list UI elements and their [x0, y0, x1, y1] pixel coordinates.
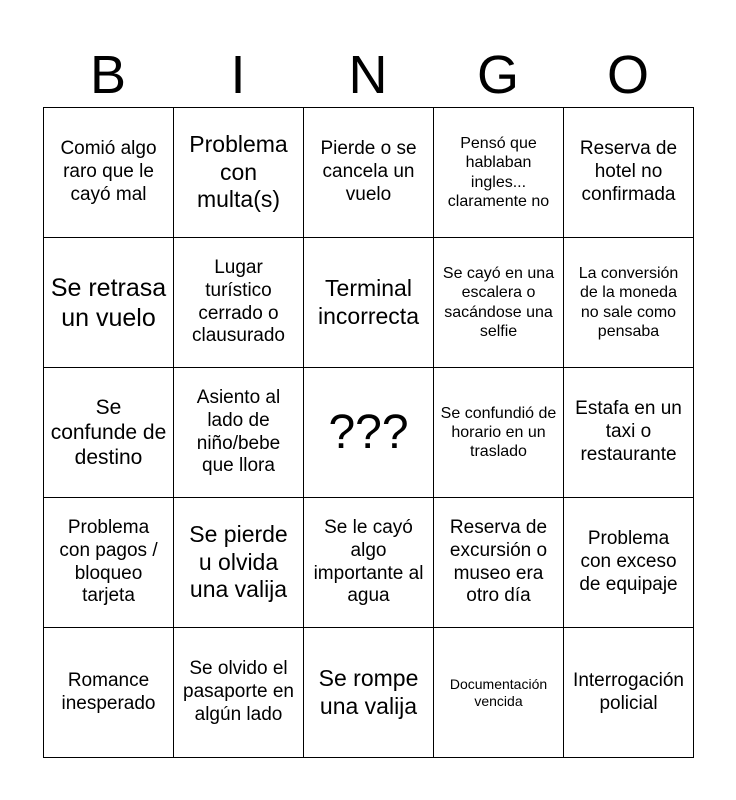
cell-text: Pensó que hablaban ingles... claramente no [447, 135, 550, 210]
bingo-cell[interactable] [564, 498, 694, 628]
bingo-cell[interactable] [304, 628, 434, 758]
cell-text: Se rompe una valija [318, 664, 419, 719]
bingo-cell[interactable] [304, 238, 434, 368]
bingo-cell[interactable] [174, 498, 304, 628]
cell-text: Reserva de hotel no confirmada [579, 138, 678, 205]
bingo-cell[interactable] [564, 368, 694, 498]
cell-text: Se cayó en una escalera o sacándose una selfie [442, 265, 555, 340]
bingo-cell[interactable] [564, 628, 694, 758]
bingo-cell[interactable] [174, 628, 304, 758]
cell-text: Interrogación policial [573, 669, 684, 714]
bingo-cell[interactable] [564, 108, 694, 238]
cell-text: Romance inesperado [61, 669, 156, 714]
cell-text: Comió algo raro que le cayó mal [60, 138, 157, 205]
cell-text: Estafa en un taxi o restaurante [575, 398, 682, 465]
bingo-cell[interactable] [44, 108, 174, 238]
bingo-cell[interactable] [174, 108, 304, 238]
bingo-cell[interactable] [564, 238, 694, 368]
cell-text: Pierde o se cancela un vuelo [320, 138, 417, 205]
header-letter-b: B [89, 45, 127, 105]
cell-text: Terminal incorrecta [318, 274, 419, 329]
bingo-header [43, 42, 693, 108]
cell-text: Reserva de excursión o museo era otro día [449, 516, 548, 607]
bingo-cell[interactable] [434, 628, 564, 758]
free-space-text: ??? [328, 405, 409, 459]
bingo-grid [43, 107, 694, 758]
cell-text: Se pierde u olvida una valija [189, 521, 288, 603]
cell-text: Lugar turístico cerrado o clausurado [192, 256, 285, 347]
bingo-cell[interactable] [434, 108, 564, 238]
cell-text: Se retrasa un vuelo [50, 273, 167, 332]
cell-text: Se confunde de destino [50, 395, 167, 470]
bingo-cell[interactable] [304, 498, 434, 628]
cell-text: Se le cayó algo importante al agua [313, 516, 424, 607]
bingo-cell[interactable] [434, 498, 564, 628]
cell-text: Asiento al lado de niño/bebe que llora [196, 386, 281, 477]
cell-text: Documentación vencida [449, 675, 548, 709]
bingo-cell[interactable] [44, 238, 174, 368]
bingo-cell[interactable] [174, 238, 304, 368]
bingo-cell[interactable] [434, 238, 564, 368]
bingo-cell[interactable] [434, 368, 564, 498]
header-letter-o: O [606, 45, 649, 105]
cell-text: Se olvido el pasaporte en algún lado [183, 658, 294, 725]
bingo-cell[interactable] [44, 628, 174, 758]
bingo-cell[interactable] [44, 368, 174, 498]
cell-text: La conversión de la moneda no sale como pensaba [578, 265, 679, 340]
free-space-cell[interactable] [304, 368, 434, 498]
cell-text: Problema con multa(s) [189, 131, 288, 213]
bingo-cell[interactable] [304, 108, 434, 238]
header-letter-i: I [230, 45, 246, 105]
cell-text: Problema con exceso de equipaje [579, 528, 678, 595]
cell-text: Se confundió de horario en un traslado [440, 404, 557, 461]
cell-text: Problema con pagos / bloqueo tarjeta [59, 516, 158, 607]
header-letter-n: N [348, 45, 388, 105]
header-letter-g: G [476, 45, 519, 105]
bingo-cell[interactable] [174, 368, 304, 498]
bingo-cell[interactable] [44, 498, 174, 628]
